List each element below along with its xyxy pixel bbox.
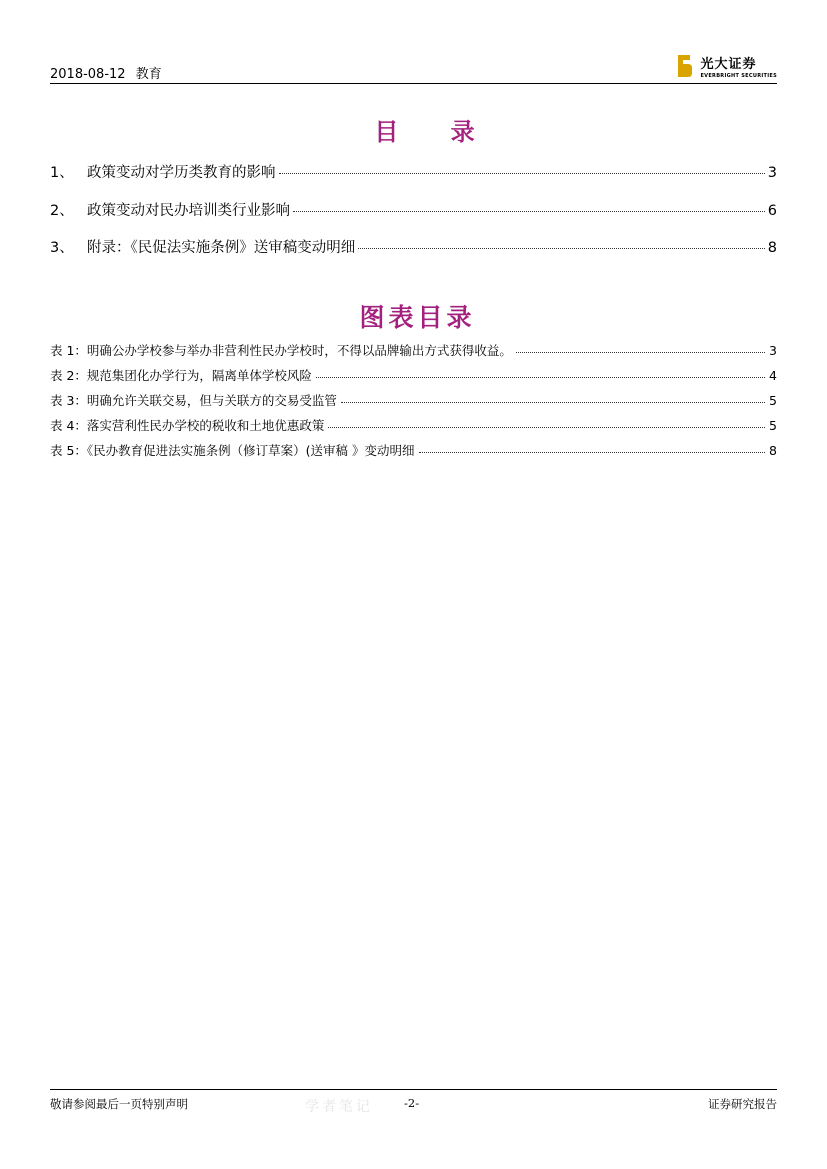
figure-entry-label: 表 5：《民办教育促进法实施条例（修订草案）(送审稿 》变动明细 xyxy=(50,443,415,458)
company-logo xyxy=(678,53,777,79)
document-type: 证券研究报告 xyxy=(708,1097,777,1111)
header-divider xyxy=(50,83,777,84)
figures-title: 图表目录 xyxy=(359,303,476,332)
figure-entry-label: 表 4：落实营利性民办学校的税收和土地优惠政策 xyxy=(50,418,325,433)
toc-entry[interactable] xyxy=(50,161,777,199)
figure-entry-label: 表 2：规范集团化办学行为，隔离单体学校风险 xyxy=(50,368,312,383)
toc-entry-page: 6 xyxy=(767,202,777,219)
toc-entry[interactable] xyxy=(50,236,777,274)
logo-name-en: EVERBRIGHT SECURITIES xyxy=(700,73,777,79)
figure-entry-page: 4 xyxy=(769,368,777,383)
toc-entry-label: 政策变动对民办培训类行业影响 xyxy=(87,202,290,219)
toc-entry-page: 8 xyxy=(767,240,777,256)
dot-leader xyxy=(516,352,765,353)
watermark-text: 学者笔记 xyxy=(305,1099,373,1115)
figure-entry[interactable] xyxy=(50,391,777,416)
page-header xyxy=(50,50,777,84)
figure-entry[interactable] xyxy=(50,416,777,441)
figure-entry-page: 5 xyxy=(769,418,777,433)
report-section: 教育 xyxy=(135,67,162,82)
dot-leader xyxy=(279,173,765,174)
report-date: 2018-08-12 xyxy=(50,67,126,82)
header-meta xyxy=(50,63,168,82)
toc-entry-number: 3、 xyxy=(50,240,74,256)
toc-entry-number: 2、 xyxy=(50,202,74,219)
dot-leader xyxy=(419,452,766,453)
toc-entry-page: 3 xyxy=(767,165,777,181)
figure-entry-page: 3 xyxy=(769,343,777,358)
toc-entry[interactable] xyxy=(50,199,777,237)
toc-entry-label: 附录：《民促法实施条例》送审稿变动明细 xyxy=(87,240,356,256)
figure-entry[interactable] xyxy=(50,341,777,366)
figure-entry[interactable] xyxy=(50,366,777,391)
logo-name-cn: 光大证券 xyxy=(700,57,757,72)
footer-divider xyxy=(50,1089,777,1090)
toc-entry-number: 1、 xyxy=(50,165,74,181)
toc-title: 目 录 xyxy=(374,117,497,146)
dot-leader xyxy=(316,377,765,378)
figure-entry-label: 表 1：明确公办学校参与举办非营利性民办学校时，不得以品牌输出方式获得收益。 xyxy=(50,343,512,358)
figure-entry-label: 表 3：明确允许关联交易，但与关联方的交易受监管 xyxy=(50,393,337,408)
figure-entry-page: 5 xyxy=(769,393,777,408)
dot-leader xyxy=(358,248,765,249)
figure-entry-page: 8 xyxy=(769,443,777,458)
page-number: -2- xyxy=(404,1096,420,1110)
dot-leader xyxy=(293,211,765,212)
toc-entry-label: 政策变动对学历类教育的影响 xyxy=(87,165,276,181)
page-footer xyxy=(50,1096,777,1114)
table-of-contents xyxy=(50,161,777,274)
dot-leader xyxy=(328,427,765,428)
list-of-figures xyxy=(50,341,777,466)
dot-leader xyxy=(341,402,765,403)
disclaimer-note: 敬请参阅最后一页特别声明 xyxy=(50,1097,188,1111)
everbright-logo-icon xyxy=(678,55,692,77)
figure-entry[interactable] xyxy=(50,441,777,466)
